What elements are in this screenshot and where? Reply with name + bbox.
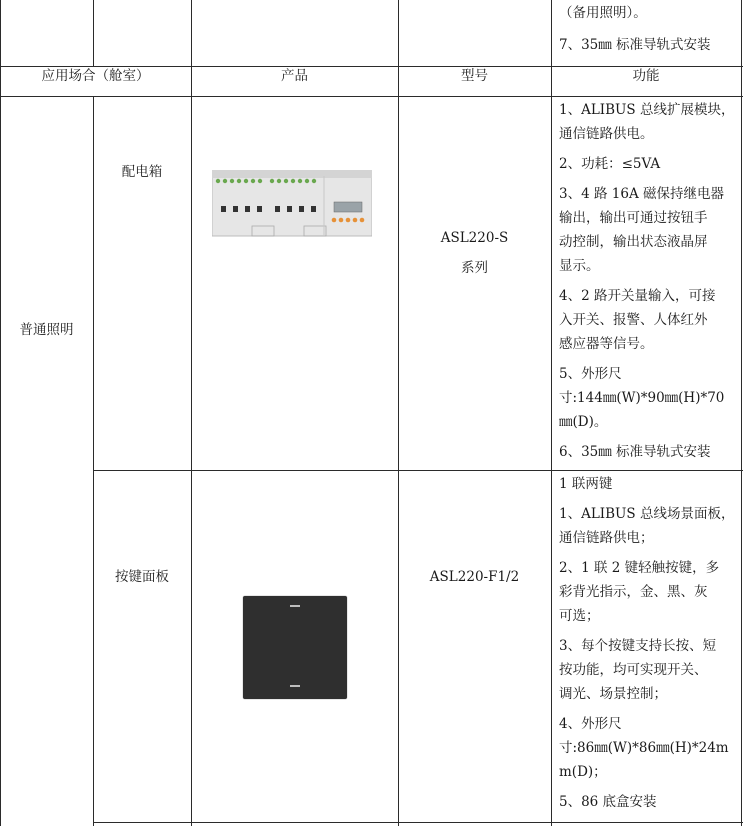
function-item	[559, 98, 739, 146]
function-item	[559, 556, 739, 628]
function-line: 1 联两键	[559, 476, 613, 492]
function-line: 感应器等信号。	[559, 336, 654, 352]
col-line	[191, 0, 192, 826]
function-line: ㎜(D)。	[559, 414, 608, 430]
function-item	[559, 790, 739, 814]
function-item	[559, 284, 739, 356]
function-item	[559, 634, 739, 706]
function-line: 2、1 联 2 键轻触按键，多	[559, 560, 720, 576]
header-function: 功能	[632, 68, 660, 84]
function-line: 入开关、报警、人体红外	[559, 312, 708, 328]
row-line	[0, 96, 743, 97]
col-line	[93, 0, 94, 66]
function-line: 通信链路供电。	[559, 126, 654, 142]
function-line: 6、35㎜ 标准导轨式安装	[559, 444, 711, 460]
top-func-line-2: 7、35㎜ 标准导轨式安装	[559, 37, 711, 53]
function-line: 5、外形尺	[559, 366, 622, 382]
key-indicator-icon	[290, 685, 300, 687]
function-line: 彩背光指示，金、黑、灰	[559, 584, 708, 600]
function-item	[559, 182, 739, 278]
function-line: 4、外形尺	[559, 716, 622, 732]
key-indicator-icon	[290, 605, 300, 607]
row1-functions	[559, 98, 739, 470]
group-label: 普通照明	[19, 322, 74, 338]
function-line: 寸:86㎜(W)*86㎜(H)*24m	[559, 740, 729, 756]
function-line: 3、4 路 16A 磁保持继电器	[559, 186, 724, 202]
header-location: 应用场合（舱室）	[41, 68, 150, 84]
top-func-line-1: （备用照明）。	[559, 5, 647, 21]
function-line: m(D)；	[559, 764, 607, 780]
function-item	[559, 152, 739, 176]
col-line	[0, 0, 1, 826]
function-line: 1、ALIBUS 总线扩展模块，	[559, 102, 735, 118]
row2-model: ASL220-F1/2	[429, 569, 520, 585]
function-item	[559, 712, 739, 784]
col-line	[551, 0, 552, 826]
row1-model-suffix: 系列	[461, 260, 488, 276]
header-product: 产品	[281, 68, 308, 84]
function-item	[559, 502, 739, 550]
function-line: 1、ALIBUS 总线场景面板，	[559, 506, 735, 522]
function-line: 按功能，均可实现开关、	[559, 662, 708, 678]
function-line: 输出，输出可通过按钮手	[559, 210, 708, 226]
row1-location: 配电箱	[121, 164, 163, 180]
function-line: 显示。	[559, 258, 600, 274]
function-line: 可选；	[559, 608, 600, 624]
function-item	[559, 362, 739, 434]
row1-model: ASL220-S	[440, 230, 509, 246]
din-rail-relay-module-icon	[212, 170, 372, 240]
function-line: 通信链路供电；	[559, 530, 654, 546]
col-line	[398, 0, 399, 826]
row2-location: 按键面板	[115, 569, 169, 585]
function-line: 动控制，输出状态液晶屏	[559, 234, 708, 250]
function-item	[559, 472, 739, 496]
function-line: 寸:144㎜(W)*90㎜(H)*70	[559, 390, 725, 406]
function-item	[559, 440, 739, 464]
function-line: 5、86 底盒安装	[559, 794, 657, 810]
col-line	[741, 0, 742, 826]
key-panel-icon	[243, 596, 347, 699]
function-line: 2、功耗：≤5VA	[559, 156, 661, 172]
function-line: 调光、场景控制；	[559, 686, 667, 702]
function-line: 3、每个按键支持长按、短	[559, 638, 717, 654]
col-line	[93, 96, 94, 826]
header-model: 型号	[461, 68, 488, 84]
function-line: 4、2 路开关量输入，可接	[559, 288, 716, 304]
row2-functions	[559, 472, 739, 820]
